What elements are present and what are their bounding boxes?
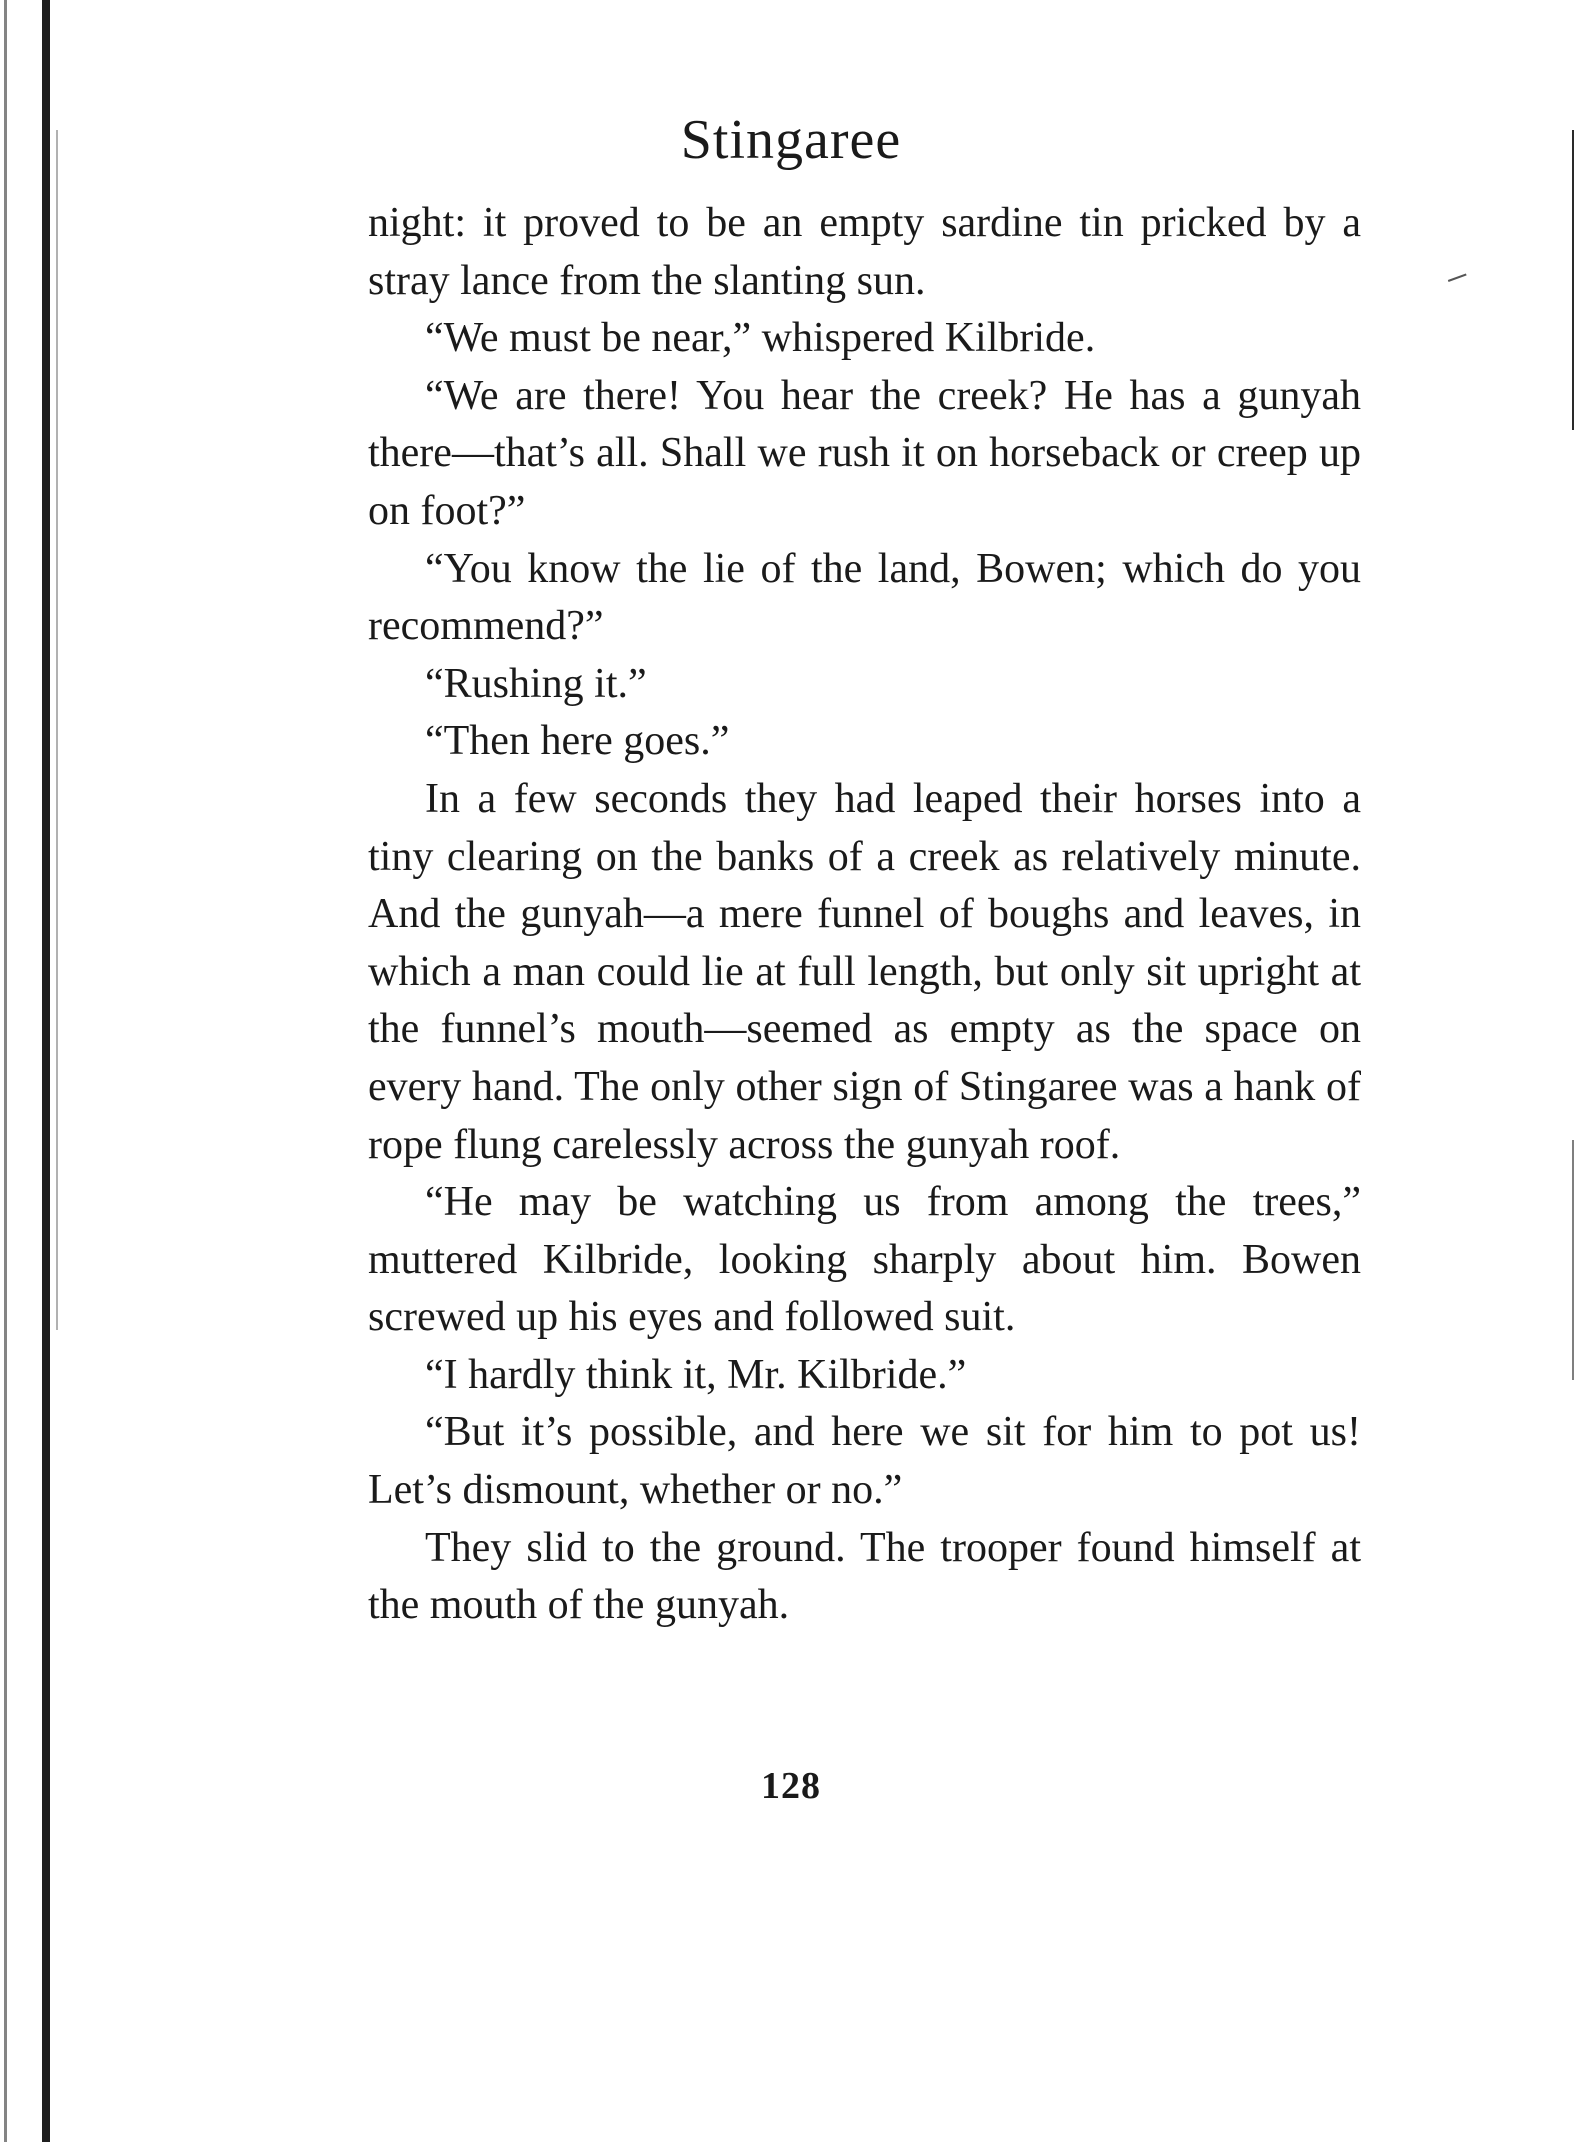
running-title: Stingaree: [680, 109, 902, 171]
page-number: 128: [761, 1765, 821, 1807]
paragraph: night: it proved to be an empty sardine tin pricked by a stray lance from the slanting sun.: [368, 200, 1361, 304]
paragraph: In a few seconds they had leaped their horses into a tiny clearing on the banks of a creek as relatively minute. And the gunyah—a mere funnel of boughs and leaves, in which a man could lie at full length, but only sit upright at the funnel’s mouth—seemed as empty as the space on every hand. The only other sign of Stingaree was a hank of rope flung carelessly across the gunyah roof.: [368, 775, 1361, 1168]
right-edge-mark-top: [1572, 130, 1574, 430]
binding-edge-shadow: [4, 0, 7, 2142]
stray-ink-mark: ⸝: [1442, 244, 1480, 294]
paragraph: “Rushing it.”: [425, 660, 647, 707]
paragraph: “We are there! You hear the creek? He has a gunyah there—that’s all. Shall we rush it on horseback or creep up on foot?”: [368, 372, 1361, 534]
paragraph: They slid to the ground. The trooper found himself at the mouth of the gunyah.: [368, 1524, 1361, 1629]
paragraph: “But it’s possible, and here we sit for him to pot us! Let’s dismount, whether or no.”: [368, 1409, 1361, 1514]
paragraph: “Then here goes.”: [425, 718, 730, 765]
binding-edge-faint-line: [56, 130, 58, 1330]
paragraph: “We must be near,” whispered Kilbride.: [425, 315, 1096, 362]
paragraph: “You know the lie of the land, Bowen; which do you recommend?”: [368, 545, 1361, 650]
body-text: [368, 195, 1361, 1635]
binding-edge-line: [42, 0, 50, 2142]
paragraph: “He may be watching us from among the trees,” muttered Kilbride, looking sharply about him. Bowen screwed up his eyes and followed suit.: [368, 1179, 1361, 1341]
right-edge-mark-middle: [1572, 1140, 1574, 1380]
paragraph: “I hardly think it, Mr. Kilbride.”: [425, 1351, 967, 1398]
